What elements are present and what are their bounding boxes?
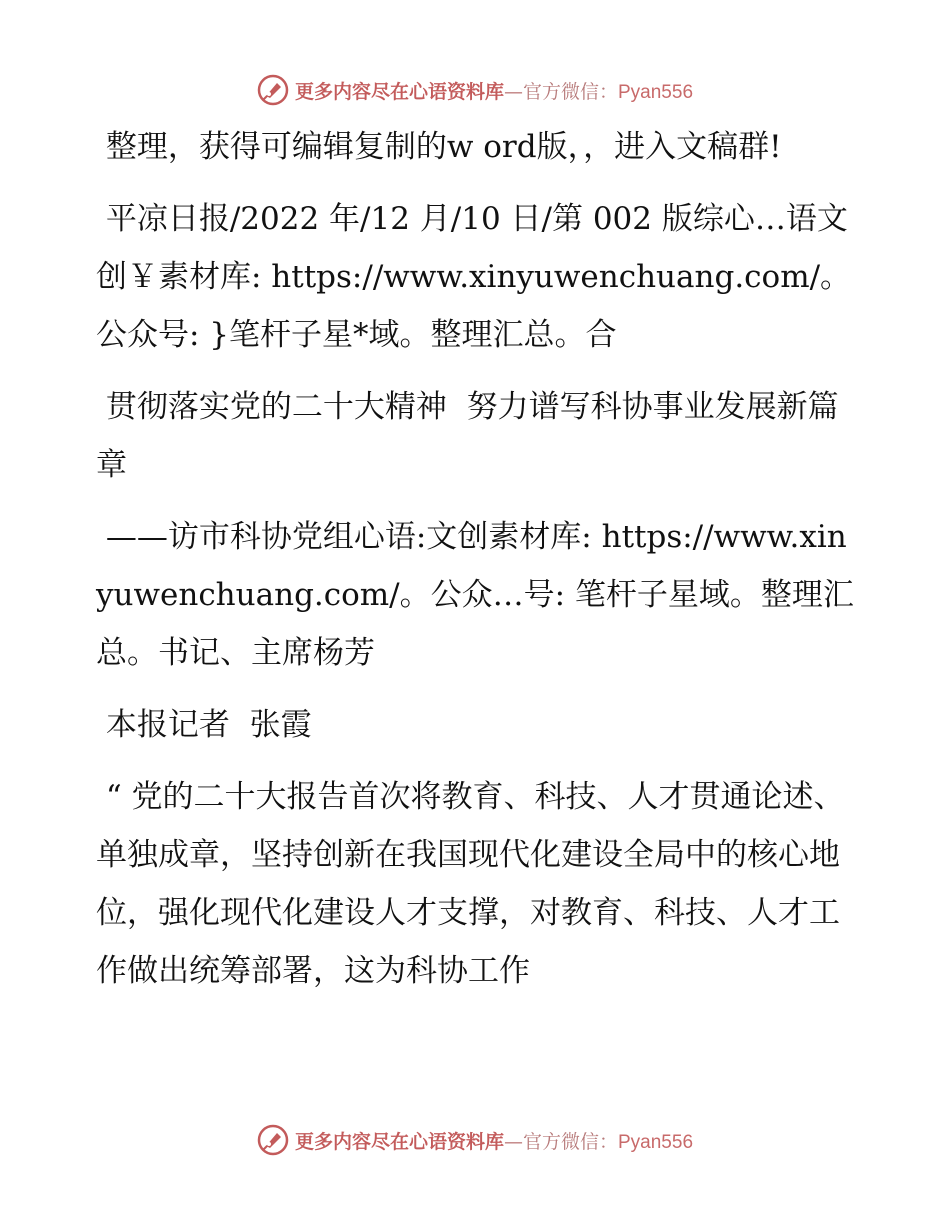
- footer-banner: [0, 1120, 950, 1160]
- pen-nib-logo-icon: [257, 1124, 289, 1156]
- pen-nib-logo-icon: [257, 74, 289, 106]
- header-wechat-id: Pyan556: [618, 81, 694, 103]
- footer-wechat-label: 官方微信：: [522, 1130, 618, 1153]
- article-title: 贯彻落实党的二十大精神 努力谱写科协事业发展新篇章: [96, 389, 839, 483]
- footer-text: [295, 1127, 693, 1154]
- paragraph-body: “ 党的二十大报告首次将教育、科技、人才贯通论述、单独成章，坚持创新在我国现代化建设全局中的核心地位，强化现代化建设人才支撑，对教育、科技、人才工作做出统筹部署，这为科协工作: [96, 779, 845, 989]
- footer-wechat-id: Pyan556: [618, 1131, 694, 1153]
- paragraph-source: 平凉日报/2022 年/12 月/10 日/第 002 版综心…语文创￥素材库: https://www.xinyuwenchuang.com/。公众号: }笔杆子星*域。整理汇总。合: [96, 201, 852, 353]
- header-separator: —: [503, 80, 523, 103]
- paragraph-note: 整理，获得可编辑复制的w ord版，，进入文稿群!: [96, 129, 782, 165]
- article-subtitle: ——访市科协党组心语:文创素材库: https://www.xinyuwenchuang.com/。公众…号: 笔杆子星域。整理汇总。书记、主席杨芳: [96, 519, 854, 671]
- header-text: [295, 77, 693, 104]
- document-body: [96, 118, 856, 1014]
- footer-brand: 更多内容尽在心语资料库: [294, 1130, 504, 1153]
- header-banner: [0, 70, 950, 110]
- header-brand: 更多内容尽在心语资料库: [294, 80, 504, 103]
- article-byline: 本报记者 张霞: [96, 707, 312, 743]
- footer-separator: —: [503, 1130, 523, 1153]
- header-wechat-label: 官方微信：: [522, 80, 618, 103]
